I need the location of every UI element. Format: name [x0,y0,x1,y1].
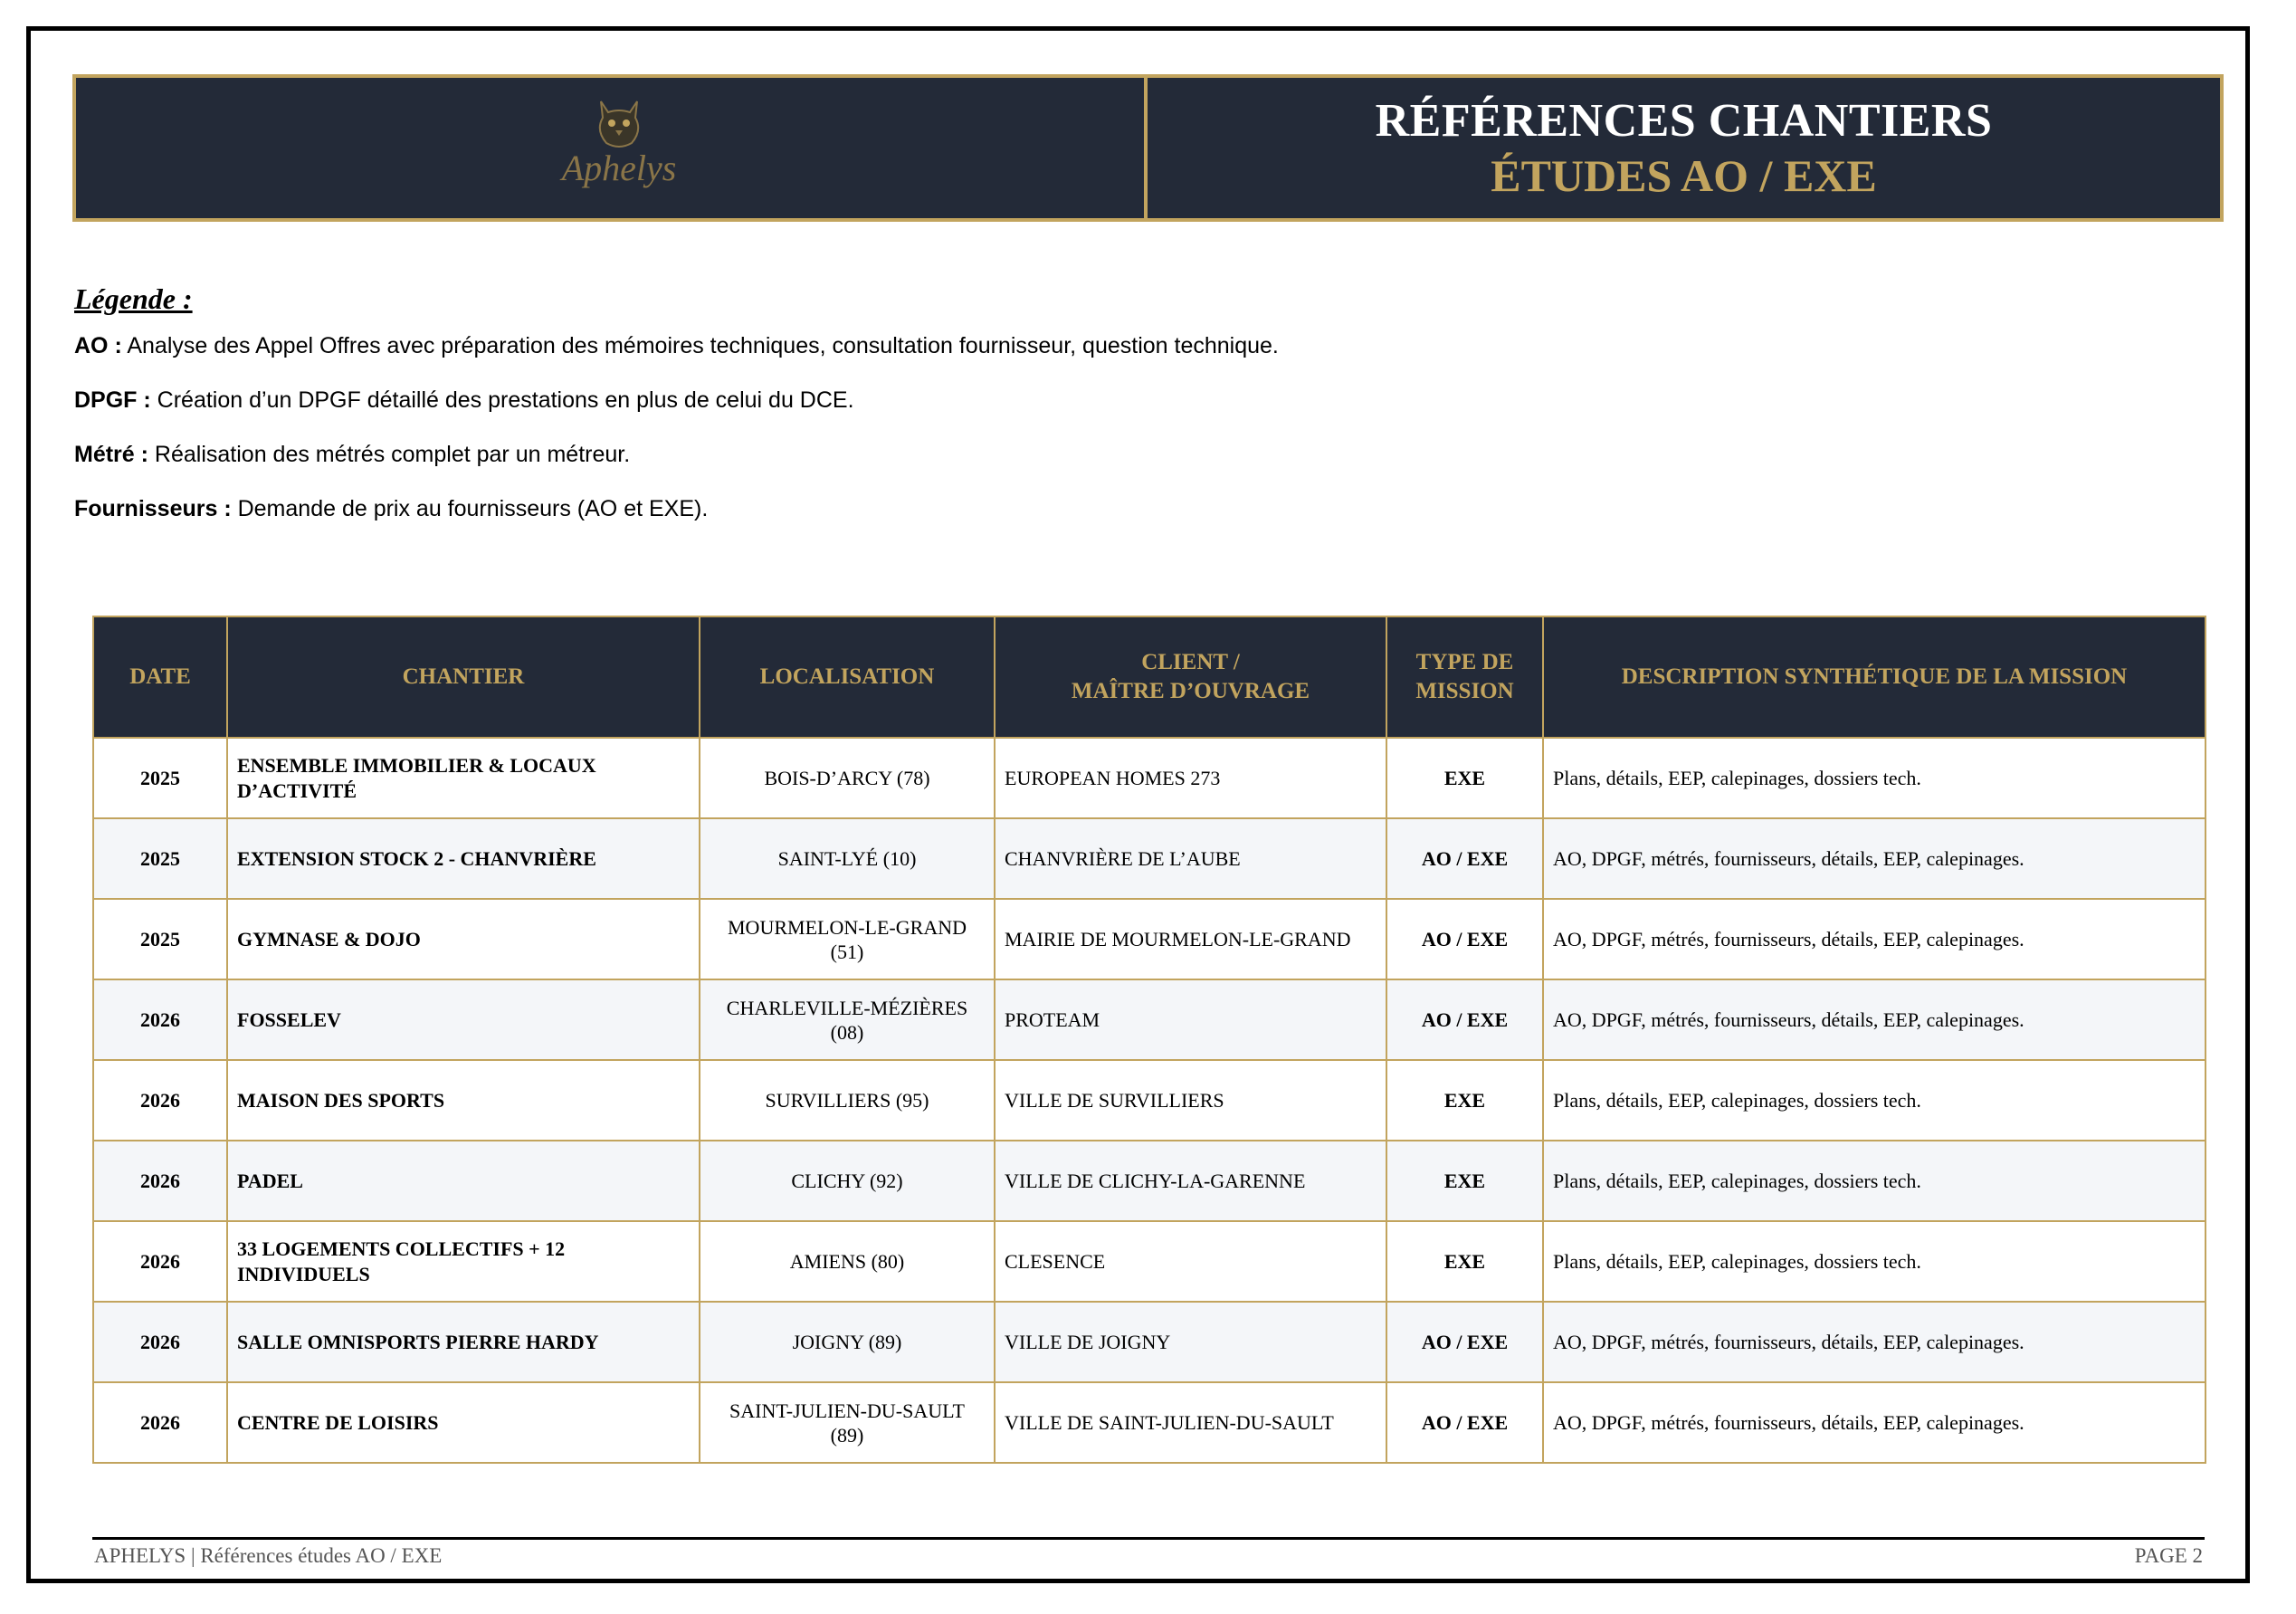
cell-loc-l1: JOIGNY (89) [792,1331,902,1353]
cell-chantier-l2: INDIVIDUELS [237,1262,370,1285]
cell-chantier-l1: 33 LOGEMENTS COLLECTIFS + 12 [237,1237,566,1260]
cell-localisation [700,1302,995,1382]
table-row [93,1302,2205,1382]
cell-client: VILLE DE SAINT-JULIEN-DU-SAULT [995,1382,1386,1463]
col-header-description: DESCRIPTION SYNTHÉTIQUE DE LA MISSION [1543,616,2205,738]
cell-date: 2026 [93,1141,227,1221]
logo-text: Aphelys [561,148,677,188]
cell-client: VILLE DE JOIGNY [995,1302,1386,1382]
cell-type: AO / EXE [1386,979,1543,1060]
cell-client: MAIRIE DE MOURMELON-LE-GRAND [995,899,1386,979]
cell-chantier-l1: SALLE OMNISPORTS PIERRE HARDY [237,1330,599,1353]
cell-loc-l1: CLICHY (92) [791,1170,903,1192]
cell-type: EXE [1386,1221,1543,1302]
table-row [93,738,2205,818]
legend-text: Réalisation des métrés complet par un métreur. [148,442,631,467]
cell-type: EXE [1386,738,1543,818]
owl-logo [556,94,682,194]
cell-localisation [700,1141,995,1221]
cell-chantier-l1: FOSSELEV [237,1008,341,1031]
cell-date: 2025 [93,818,227,899]
cell-description: AO, DPGF, métrés, fournisseurs, détails, EEP, calepinages. [1543,899,2205,979]
cell-chantier [227,738,700,818]
col-header-client-l2: MAÎTRE D’OUVRAGE [1071,679,1310,703]
legend-item-fournisseurs [74,495,1279,549]
header-logo-panel [76,78,1148,218]
legend-text: Création d’un DPGF détaillé des prestations en plus de celui du DCE. [150,387,854,413]
cell-date: 2026 [93,979,227,1060]
cell-loc-l2: (89) [830,1423,864,1447]
cell-date: 2026 [93,1221,227,1302]
cell-client: CHANVRIÈRE DE L’AUBE [995,818,1386,899]
cell-chantier [227,899,700,979]
cell-description: Plans, détails, EEP, calepinages, dossiers tech. [1543,1060,2205,1141]
col-header-localisation: LOCALISATION [700,616,995,738]
table-row [93,979,2205,1060]
cell-description: Plans, détails, EEP, calepinages, dossiers tech. [1543,738,2205,818]
cell-description: Plans, détails, EEP, calepinages, dossiers tech. [1543,1221,2205,1302]
cell-localisation [700,1382,995,1463]
col-header-type [1386,616,1543,738]
cell-localisation [700,1060,995,1141]
table-row [93,899,2205,979]
cell-chantier-l1: CENTRE DE LOISIRS [237,1410,439,1434]
cell-date: 2025 [93,738,227,818]
cell-type: AO / EXE [1386,899,1543,979]
cell-date: 2026 [93,1060,227,1141]
cell-chantier [227,1141,700,1221]
cell-date: 2026 [93,1302,227,1382]
legend-title: Légende : [74,282,193,315]
legend-term: DPGF : [74,387,151,413]
legend-item-ao [74,332,1279,387]
cell-client: VILLE DE SURVILLIERS [995,1060,1386,1141]
cell-loc-l1: BOIS-D’ARCY (78) [764,767,930,789]
cell-chantier-l1: GYMNASE & DOJO [237,927,421,950]
cell-loc-l1: AMIENS (80) [789,1250,905,1273]
cell-chantier [227,979,700,1060]
cell-chantier-l1: EXTENSION STOCK 2 - CHANVRIÈRE [237,846,596,870]
cell-localisation [700,899,995,979]
table-row [93,1221,2205,1302]
cell-localisation [700,738,995,818]
footer-divider [92,1537,2205,1540]
cell-type: AO / EXE [1386,1382,1543,1463]
legend-term: Métré : [74,442,148,467]
cell-chantier [227,1221,700,1302]
col-header-type-l1: TYPE DE [1415,650,1514,674]
table-body [93,738,2205,1463]
cell-date: 2025 [93,899,227,979]
cell-description: AO, DPGF, métrés, fournisseurs, détails, EEP, calepinages. [1543,1302,2205,1382]
cell-client: CLESENCE [995,1221,1386,1302]
page-number: PAGE 2 [2134,1544,2203,1567]
table-header-row [93,616,2205,738]
cell-chantier-l1: ENSEMBLE IMMOBILIER & LOCAUX [237,753,596,777]
cell-loc-l2: (08) [830,1020,864,1044]
legend-item-metre [74,441,1279,495]
table-row [93,818,2205,899]
cell-chantier-l2: D’ACTIVITÉ [237,778,357,802]
cell-client: VILLE DE CLICHY-LA-GARENNE [995,1141,1386,1221]
cell-type: EXE [1386,1060,1543,1141]
cell-chantier-l1: MAISON DES SPORTS [237,1088,445,1112]
legend [74,282,1279,549]
table-row [93,1382,2205,1463]
col-header-type-l2: MISSION [1415,679,1514,703]
col-header-date: DATE [93,616,227,738]
cell-chantier [227,1302,700,1382]
cell-loc-l1: SAINT-JULIEN-DU-SAULT [729,1399,965,1422]
cell-chantier [227,1060,700,1141]
page-subtitle: ÉTUDES AO / EXE [1491,149,1877,201]
legend-term: Fournisseurs : [74,496,232,521]
references-table [92,616,2206,1464]
cell-description: Plans, détails, EEP, calepinages, dossiers tech. [1543,1141,2205,1221]
cell-type: AO / EXE [1386,1302,1543,1382]
cell-chantier-l1: PADEL [237,1169,303,1192]
cell-loc-l1: SURVILLIERS (95) [765,1089,929,1112]
cell-client: EUROPEAN HOMES 273 [995,738,1386,818]
cell-localisation [700,979,995,1060]
header-title-panel [1148,78,2220,218]
footer-left-text: APHELYS | Références études AO / EXE [94,1544,443,1567]
cell-description: AO, DPGF, métrés, fournisseurs, détails, EEP, calepinages. [1543,1382,2205,1463]
table-row [93,1060,2205,1141]
cell-description: AO, DPGF, métrés, fournisseurs, détails, EEP, calepinages. [1543,979,2205,1060]
col-header-client-l1: CLIENT / [1141,650,1240,674]
cell-type: AO / EXE [1386,818,1543,899]
cell-localisation [700,818,995,899]
cell-localisation [700,1221,995,1302]
page-title: RÉFÉRENCES CHANTIERS [1375,94,1993,147]
legend-item-dpgf [74,387,1279,441]
cell-loc-l1: SAINT-LYÉ (10) [777,847,917,870]
cell-date: 2026 [93,1382,227,1463]
col-header-chantier: CHANTIER [227,616,700,738]
legend-text: Demande de prix au fournisseurs (AO et EXE). [231,496,709,521]
legend-term: AO : [74,333,122,358]
col-header-client [995,616,1386,738]
cell-type: EXE [1386,1141,1543,1221]
cell-client: PROTEAM [995,979,1386,1060]
cell-chantier [227,818,700,899]
cell-loc-l1: MOURMELON-LE-GRAND [728,915,967,939]
legend-text: Analyse des Appel Offres avec préparation des mémoires techniques, consultation fournisseur, question technique. [121,333,1279,358]
header-banner [72,74,2224,222]
cell-loc-l2: (51) [830,940,864,963]
table-row [93,1141,2205,1221]
cell-loc-l1: CHARLEVILLE-MÉZIÈRES [726,996,968,1019]
cell-chantier [227,1382,700,1463]
cell-description: AO, DPGF, métrés, fournisseurs, détails, EEP, calepinages. [1543,818,2205,899]
